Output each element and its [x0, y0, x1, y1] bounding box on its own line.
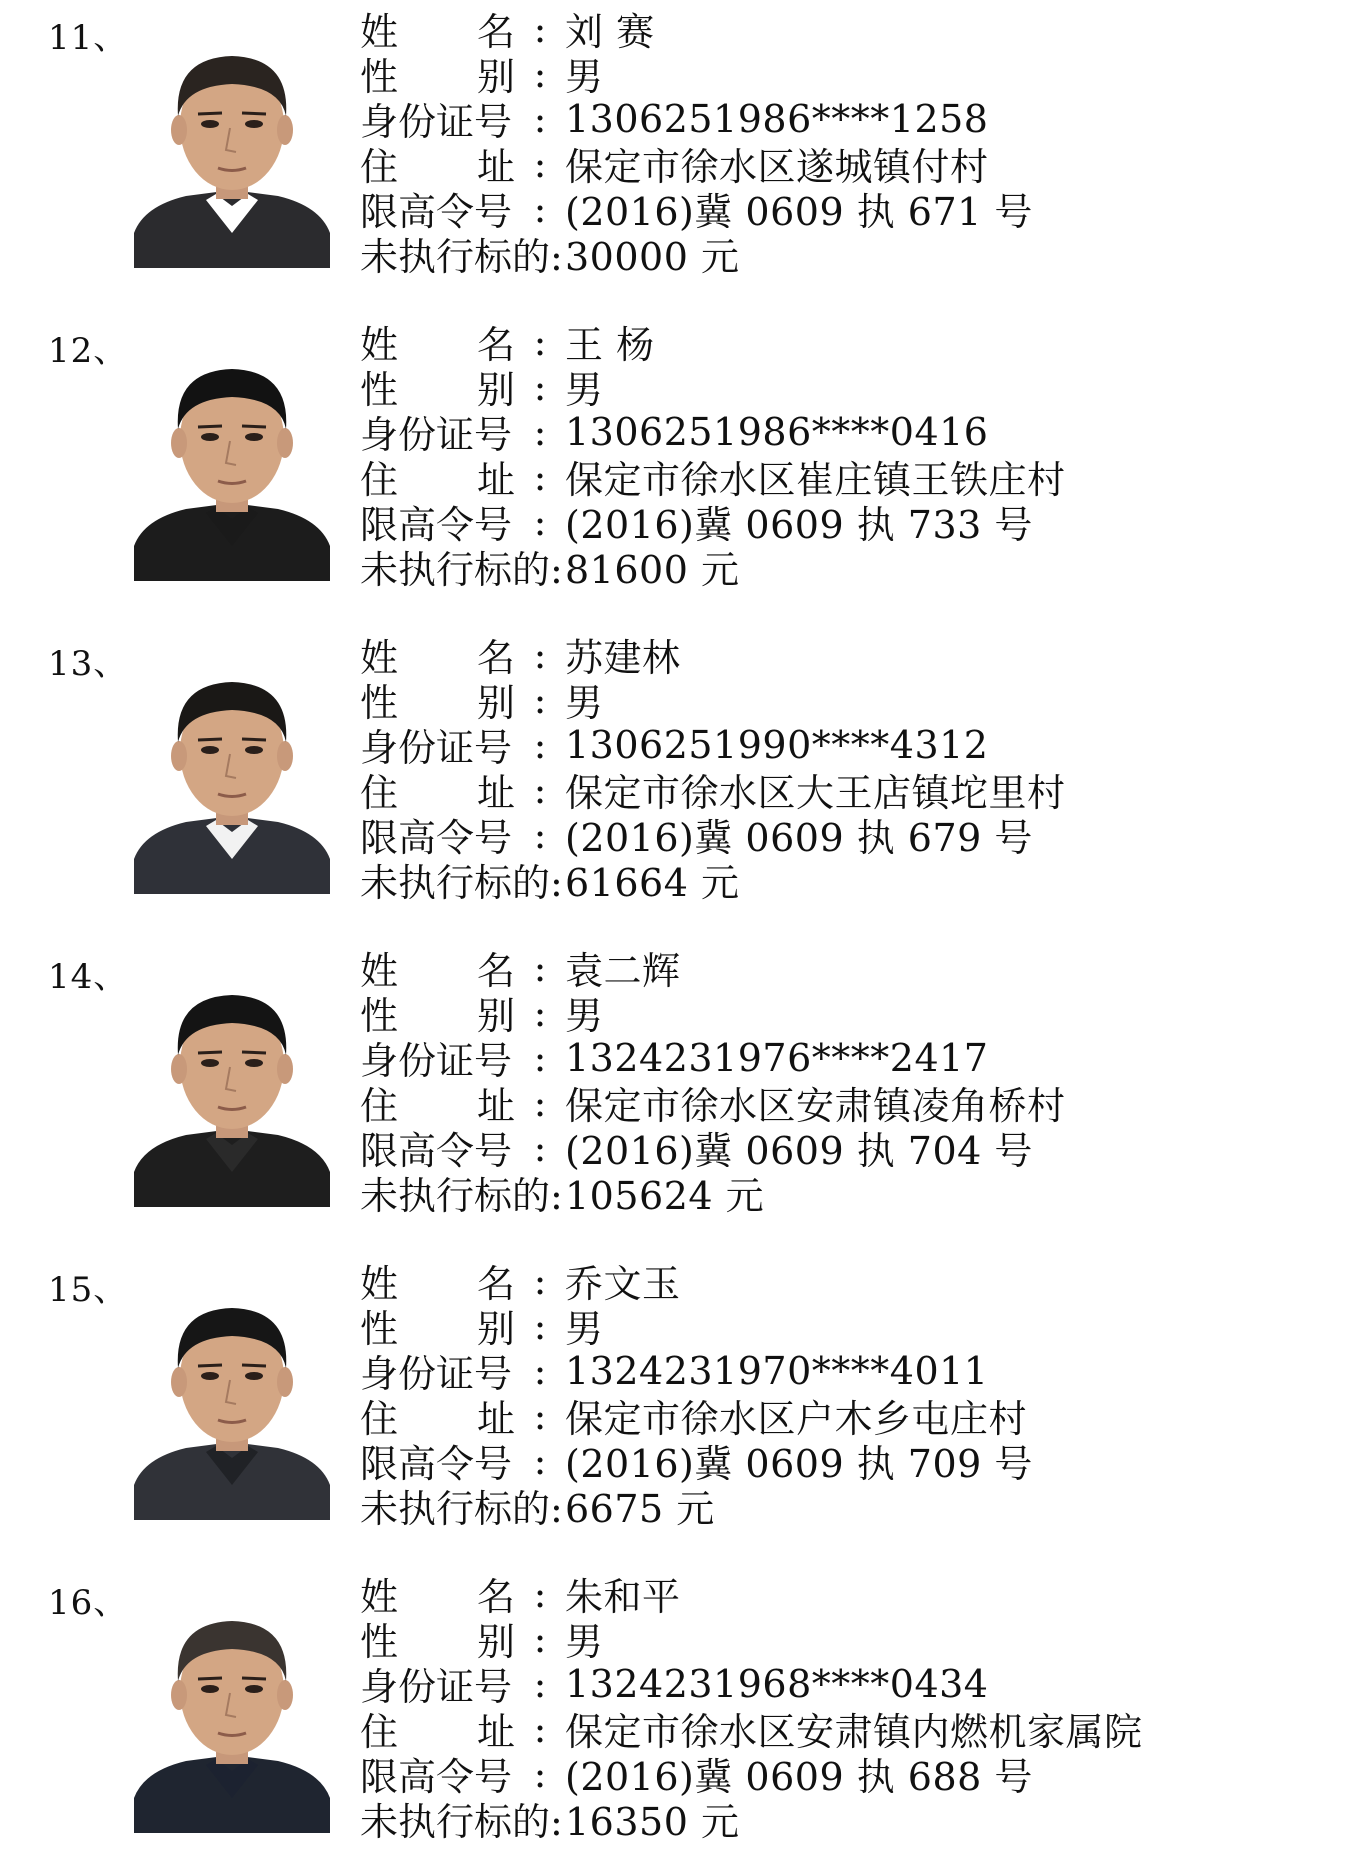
field-label-char: 限高令号: [360, 1129, 513, 1173]
person-entry: [0, 1252, 1352, 1552]
field-label-amount: 未执行标的:: [360, 861, 563, 905]
field-row-order: [360, 499, 1280, 547]
field-row-address: [360, 141, 1280, 189]
field-label-char: 限高令号: [360, 503, 513, 547]
field-row-address: [360, 1393, 1280, 1441]
field-label-char: 住: [360, 145, 399, 189]
person-entry: [0, 626, 1352, 926]
field-colon: :: [533, 767, 547, 812]
field-label-char: 身份证号: [360, 100, 513, 144]
field-value-order: (2016)冀 0609 执 671 号: [565, 190, 1033, 234]
field-label-char: 限高令号: [360, 1442, 513, 1486]
field-colon: :: [533, 319, 547, 364]
field-label-char: 名: [476, 10, 515, 54]
field-value-order: (2016)冀 0609 执 704 号: [565, 1129, 1033, 1173]
field-value-name: 袁二辉: [565, 949, 681, 993]
field-colon: :: [533, 499, 547, 544]
field-colon: :: [533, 51, 547, 96]
field-label-char: 住: [360, 771, 399, 815]
field-colon: :: [533, 990, 547, 1035]
field-colon: :: [533, 1303, 547, 1348]
field-label-char: 址: [476, 1084, 515, 1128]
field-colon: :: [533, 141, 547, 186]
field-colon: :: [533, 1080, 547, 1125]
person-fields: [360, 1258, 1280, 1531]
entry-number: 15、: [48, 1270, 129, 1310]
field-label-char: 住: [360, 1397, 399, 1441]
field-value-order: (2016)冀 0609 执 709 号: [565, 1442, 1033, 1486]
field-label-char: 址: [476, 458, 515, 502]
field-label-char: 性: [360, 1620, 399, 1664]
field-value-id: 1306251986****0416: [565, 409, 989, 454]
field-value-id: 1324231970****4011: [565, 1348, 989, 1393]
field-row-address: [360, 767, 1280, 815]
person-photo: [134, 654, 330, 894]
field-label-char: 别: [476, 994, 515, 1038]
field-label-char: 限高令号: [360, 190, 513, 234]
field-label-char: 别: [476, 1307, 515, 1351]
field-row-gender: [360, 677, 1280, 725]
field-value-gender: 男: [565, 1620, 604, 1664]
field-row-gender: [360, 364, 1280, 412]
entry-number: 14、: [48, 957, 129, 997]
person-photo: [134, 1593, 330, 1833]
field-value-address: 保定市徐水区崔庄镇王铁庄村: [565, 458, 1066, 502]
field-row-name: [360, 632, 1280, 680]
entry-number: 13、: [48, 644, 129, 684]
field-colon: :: [533, 1348, 547, 1393]
field-colon: :: [533, 364, 547, 409]
field-row-amount: [360, 1483, 1280, 1531]
field-label-char: 姓: [360, 10, 399, 54]
field-row-amount: [360, 1796, 1280, 1844]
field-label-char: 住: [360, 1084, 399, 1128]
field-value-address: 保定市徐水区安肃镇凌角桥村: [565, 1084, 1066, 1128]
field-label-char: 性: [360, 368, 399, 412]
field-label-char: 姓: [360, 1575, 399, 1619]
field-colon: :: [533, 1438, 547, 1483]
field-value-amount: 30000 元: [565, 235, 740, 279]
field-label-char: 姓: [360, 949, 399, 993]
field-value-name: 王 杨: [565, 323, 655, 367]
field-colon: :: [533, 409, 547, 454]
field-colon: :: [533, 186, 547, 231]
field-value-gender: 男: [565, 1307, 604, 1351]
field-label-char: 性: [360, 994, 399, 1038]
field-colon: :: [533, 1258, 547, 1303]
field-value-gender: 男: [565, 681, 604, 725]
person-entry: [0, 313, 1352, 613]
field-colon: :: [533, 1125, 547, 1170]
field-label-char: 身份证号: [360, 1039, 513, 1083]
field-colon: :: [533, 677, 547, 722]
field-label-char: 别: [476, 368, 515, 412]
person-fields: [360, 945, 1280, 1218]
field-row-gender: [360, 990, 1280, 1038]
field-value-address: 保定市徐水区遂城镇付村: [565, 145, 989, 189]
field-label-char: 名: [476, 949, 515, 993]
field-value-order: (2016)冀 0609 执 688 号: [565, 1755, 1033, 1799]
person-photo: [134, 1280, 330, 1520]
field-row-amount: [360, 544, 1280, 592]
field-label-char: 限高令号: [360, 816, 513, 860]
field-value-address: 保定市徐水区大王店镇坨里村: [565, 771, 1066, 815]
field-label-char: 身份证号: [360, 413, 513, 457]
field-label-char: 性: [360, 1307, 399, 1351]
field-row-name: [360, 1571, 1280, 1619]
field-colon: :: [533, 1661, 547, 1706]
field-label-char: 别: [476, 1620, 515, 1664]
field-row-amount: [360, 1170, 1280, 1218]
field-label-char: 身份证号: [360, 726, 513, 770]
field-value-name: 苏建林: [565, 636, 681, 680]
field-value-name: 刘 赛: [565, 10, 655, 54]
field-colon: :: [533, 1035, 547, 1080]
field-colon: :: [533, 722, 547, 767]
person-entry: [0, 939, 1352, 1239]
field-row-name: [360, 945, 1280, 993]
field-row-gender: [360, 51, 1280, 99]
field-label-char: 址: [476, 145, 515, 189]
field-value-amount: 6675 元: [565, 1487, 715, 1531]
field-colon: :: [533, 96, 547, 141]
field-label-char: 住: [360, 458, 399, 502]
field-row-name: [360, 1258, 1280, 1306]
field-row-id: [360, 96, 1280, 144]
field-colon: :: [533, 1706, 547, 1751]
entry-number: 16、: [48, 1583, 129, 1623]
field-colon: :: [533, 1393, 547, 1438]
field-value-id: 1324231968****0434: [565, 1661, 989, 1706]
person-photo: [134, 967, 330, 1207]
field-value-gender: 男: [565, 55, 604, 99]
field-label-char: 址: [476, 771, 515, 815]
field-label-char: 身份证号: [360, 1665, 513, 1709]
field-row-id: [360, 722, 1280, 770]
field-label-amount: 未执行标的:: [360, 1174, 563, 1218]
field-row-name: [360, 319, 1280, 367]
field-colon: :: [533, 1571, 547, 1616]
field-row-order: [360, 1751, 1280, 1799]
field-label-char: 址: [476, 1397, 515, 1441]
field-label-char: 名: [476, 1262, 515, 1306]
person-fields: [360, 6, 1280, 279]
field-label-char: 住: [360, 1710, 399, 1754]
field-value-name: 乔文玉: [565, 1262, 681, 1306]
field-row-gender: [360, 1303, 1280, 1351]
field-row-order: [360, 1438, 1280, 1486]
field-colon: :: [533, 1751, 547, 1796]
field-value-id: 1306251990****4312: [565, 722, 989, 767]
field-value-id: 1324231976****2417: [565, 1035, 989, 1080]
field-label-char: 别: [476, 55, 515, 99]
field-label-char: 性: [360, 55, 399, 99]
field-row-gender: [360, 1616, 1280, 1664]
person-entry: [0, 1565, 1352, 1865]
field-row-address: [360, 1706, 1280, 1754]
field-colon: :: [533, 812, 547, 857]
field-label-amount: 未执行标的:: [360, 548, 563, 592]
field-value-amount: 16350 元: [565, 1800, 740, 1844]
person-entry: [0, 0, 1352, 300]
field-row-id: [360, 409, 1280, 457]
field-colon: :: [533, 6, 547, 51]
entry-number: 12、: [48, 331, 129, 371]
field-colon: :: [533, 632, 547, 677]
person-fields: [360, 632, 1280, 905]
field-label-char: 身份证号: [360, 1352, 513, 1396]
field-label-amount: 未执行标的:: [360, 1800, 563, 1844]
person-fields: [360, 319, 1280, 592]
field-label-char: 姓: [360, 323, 399, 367]
field-label-char: 性: [360, 681, 399, 725]
field-value-gender: 男: [565, 368, 604, 412]
field-row-amount: [360, 857, 1280, 905]
field-value-amount: 61664 元: [565, 861, 740, 905]
field-value-gender: 男: [565, 994, 604, 1038]
person-fields: [360, 1571, 1280, 1844]
field-row-name: [360, 6, 1280, 54]
field-row-address: [360, 1080, 1280, 1128]
field-label-char: 名: [476, 636, 515, 680]
person-photo: [134, 28, 330, 268]
entry-number: 11、: [48, 18, 129, 58]
field-colon: :: [533, 1616, 547, 1661]
field-label-char: 姓: [360, 1262, 399, 1306]
field-value-order: (2016)冀 0609 执 733 号: [565, 503, 1033, 547]
field-row-id: [360, 1348, 1280, 1396]
field-value-id: 1306251986****1258: [565, 96, 989, 141]
field-label-char: 名: [476, 1575, 515, 1619]
field-colon: :: [533, 945, 547, 990]
field-row-order: [360, 1125, 1280, 1173]
field-label-char: 限高令号: [360, 1755, 513, 1799]
field-colon: :: [533, 454, 547, 499]
field-label-char: 址: [476, 1710, 515, 1754]
field-value-order: (2016)冀 0609 执 679 号: [565, 816, 1033, 860]
person-photo: [134, 341, 330, 581]
field-value-address: 保定市徐水区安肃镇内燃机家属院: [565, 1710, 1143, 1754]
field-row-amount: [360, 231, 1280, 279]
field-value-name: 朱和平: [565, 1575, 681, 1619]
field-value-amount: 105624 元: [565, 1174, 765, 1218]
field-row-id: [360, 1035, 1280, 1083]
field-row-order: [360, 186, 1280, 234]
field-label-char: 别: [476, 681, 515, 725]
field-row-address: [360, 454, 1280, 502]
field-value-address: 保定市徐水区户木乡屯庄村: [565, 1397, 1028, 1441]
field-row-order: [360, 812, 1280, 860]
field-label-char: 名: [476, 323, 515, 367]
field-label-amount: 未执行标的:: [360, 235, 563, 279]
field-label-char: 姓: [360, 636, 399, 680]
field-label-amount: 未执行标的:: [360, 1487, 563, 1531]
field-value-amount: 81600 元: [565, 548, 740, 592]
field-row-id: [360, 1661, 1280, 1709]
